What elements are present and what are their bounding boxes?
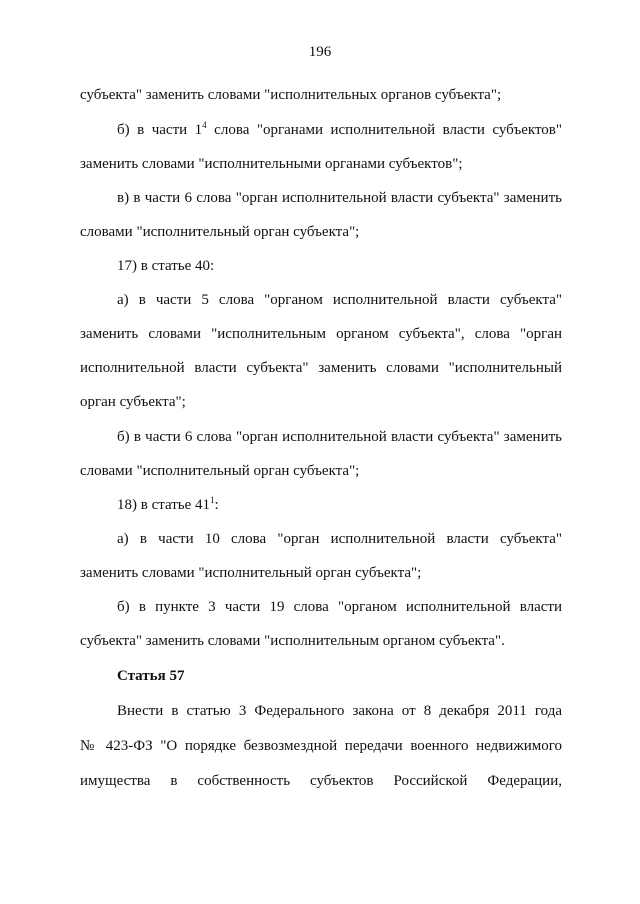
text-line: субъекта" заменить словами "исполнительным органом субъекта". (80, 633, 505, 649)
list-heading: 18) в статье $41^1$: (117, 495, 219, 513)
text-line: заменить словами "исполнительным органом субъекта", слова "орган (80, 326, 562, 342)
text-line: № 423-ФЗ "О порядке безвозмездной передачи военного недвижимого (80, 738, 562, 754)
text-line: в) в части 6 слова "орган исполнительной власти субъекта" заменить (117, 190, 562, 206)
article-heading: Статья 57 (117, 668, 185, 684)
text-line: словами "исполнительный орган субъекта"; (80, 224, 360, 240)
text-line: словами "исполнительный орган субъекта"; (80, 463, 360, 479)
text-line: заменить словами "исполнительными органами субъектов"; (80, 156, 463, 172)
text-line: орган субъекта"; (80, 394, 186, 410)
text-line: Внести в статью 3 Федерального закона от 8 декабря 2011 года (117, 703, 562, 719)
text-line: исполнительной власти субъекта" заменить словами "исполнительный (80, 360, 562, 376)
page-number: 196 (308, 44, 332, 60)
text-line: б) в части 6 слова "орган исполнительной власти субъекта" заменить (117, 429, 562, 445)
superscript: 1 (210, 495, 215, 505)
list-heading: 17) в статье 40: (117, 258, 215, 274)
text-line: имущества в собственность субъектов Российской Федерации, (80, 773, 562, 789)
text-line: б) в части $1^4$ слова "органами исполнительной власти субъектов" (117, 120, 563, 138)
superscript: 4 (202, 120, 207, 130)
text-line: заменить словами "исполнительный орган субъекта"; (80, 565, 422, 581)
text-line: а) в части 5 слова "органом исполнительной власти субъекта" (117, 292, 562, 308)
text-line: б) в пункте 3 части 19 слова "органом исполнительной власти (117, 599, 562, 615)
text-line: субъекта" заменить словами "исполнительных органов субъекта"; (80, 87, 502, 103)
text-line: а) в части 10 слова "орган исполнительной власти субъекта" (117, 531, 562, 547)
